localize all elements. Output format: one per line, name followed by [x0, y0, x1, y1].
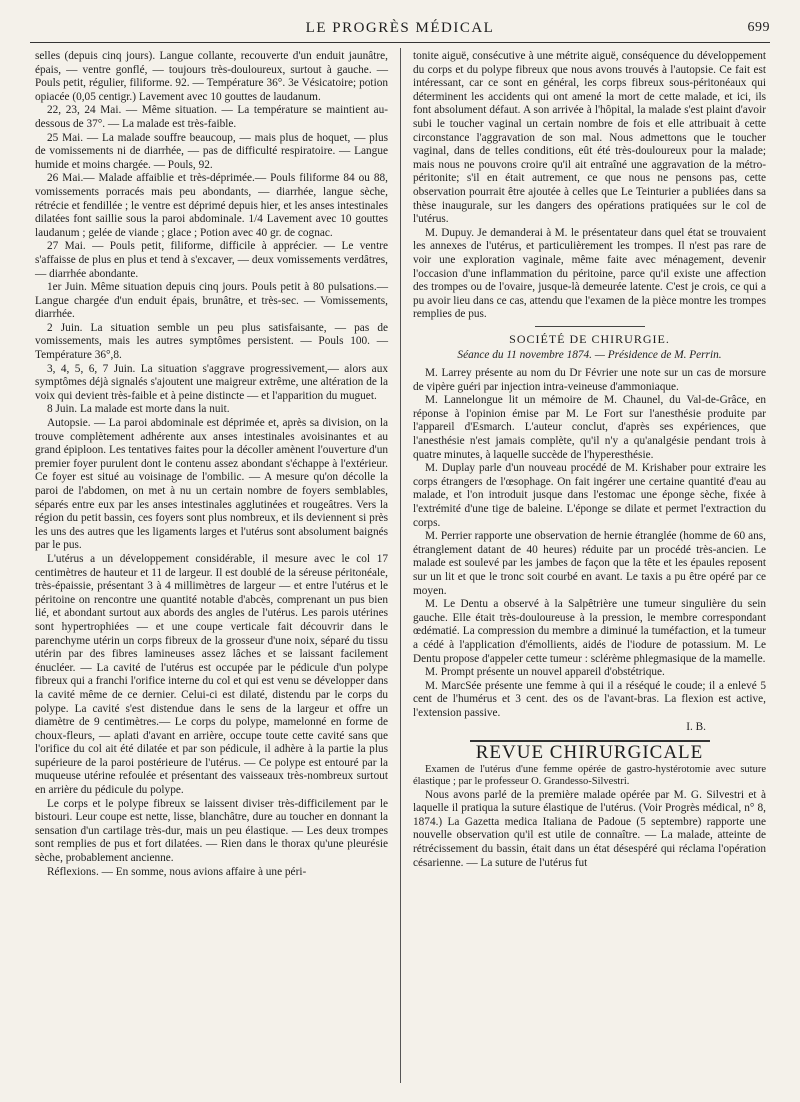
paragraph: 2 Juin. La situation semble un peu plus satisfaisante, — pas de vomissements, mais les autres symptômes persistent. — Pouls 100. — Température 36°,8. — [35, 321, 388, 362]
column-divider — [400, 48, 401, 1083]
session-line: Séance du 11 novembre 1874. — Présidence de M. Perrin. — [457, 349, 722, 362]
paragraph: M. MarcSée présente une femme à qui il a réséqué le coude; il a enlevé 5 cent de l'humérus et 3 cent. des os de l'avant-bras. La flexion est active, l'extension passive. — [413, 679, 766, 719]
paragraph: Nous avons parlé de la première malade opérée par M. G. Silvestri et à laquelle il pratiqua la suture élastique de l'utérus. (Voir Progrès médical, n° 8, 1874.) La Gazetta medica Italiana de Padoue (5 septembre) rapporte une nouvelle observation qu'il est utile de connaître. — La malade, atteinte de rétrécissement du bassin, était dans un état désespéré qui réclama l'opération césarienne. — La suture de l'utérus fut — [413, 788, 766, 869]
paragraph: 25 Mai. — La malade souffre beaucoup, — mais plus de hoquet, — plus de vomissements ni de diarrhée, — pas de difficulté respiratoire. — Langue humide et moins chargée. — Pouls, 92. — [35, 131, 388, 171]
paragraph: M. Le Dentu a observé à la Salpêtrière une tumeur singulière du sein gauche. Elle était très-douloureuse à la pression, le membre correspondant œdématié. La compression du membre a diminué la tuméfaction, et la tumeur a cédé à l'application d'émollients, aidés de l'iodure de potassium. M. Le Dentu propose d'appeler cette tumeur : sclérème phlegmasique de la mamelle. — [413, 598, 766, 665]
journal-title: LE PROGRÈS MÉDICAL — [305, 20, 495, 36]
paragraph: Réflexions. — En somme, nous avions affaire à une péri- — [47, 865, 307, 878]
paragraph: M. Prompt présente un nouvel appareil d'obstétrique. — [425, 666, 665, 679]
paragraph: selles (depuis cinq jours). Langue collante, recouverte d'un enduit jaunâtre, épais, — ventre gonflé, — toujours très-douloureux, surtout à gauche. — Pouls petit, régulier, filiforme. 92. — Température 36°. 3e Vésicatoire; potion opiacée (0,05 centigr.) Lavement avec 10 gouttes de laudanum. — [35, 50, 388, 103]
paragraph: 1er Juin. Même situation depuis cinq jours. Pouls petit à 80 pulsations.— Langue chargée d'un enduit épais, brunâtre, et très-sec. — Vomissements, diarrhée. — [35, 281, 388, 321]
paragraph: 22, 23, 24 Mai. — Même situation. — La température se maintient au-dessous de 37°. — La malade est très-faible. — [35, 104, 388, 130]
page-header — [30, 18, 770, 43]
paragraph: M. Perrier rapporte une observation de hernie étranglée (homme de 60 ans, étranglement datant de 40 heures) réduite par un procédé très-ancien. Le malade est soulevé par les jambes de façon que la tête et les épaules reposent sur un lit et que le tronc soit courbé en avant. Le taxis a pu être opéré par ce moyen. — [413, 530, 766, 597]
page-number: 699 — [747, 20, 770, 35]
section-title-societe: SOCIÉTÉ DE CHIRURGIE. — [509, 331, 670, 346]
paragraph: tonite aiguë, consécutive à une métrite aiguë, conséquence du développement du corps et du polype fibreux que nous avons trouvés à l'autopsie. Ce fait est intéressant, car ce sont en général, les corps fibreux sous-péritonéaux qui déterminent les accidents qui ont amené la mort de cette malade, et ici, ils font absolument défaut. A son arrivée à l'hôpital, la malade s'est plaint d'avoir subi le toucher vaginal un certain nombre de fois et elle attribuait à cette circonstance l'aggravation de son mal. Nous admettons que le toucher vaginal, dans de telles conditions, eût été très-douloureux pour la malade; mais nous ne pouvons croire qu'il ait entraîné une aggravation de la métro-péritonite; s'il en était autrement, ce que nous ne pensons pas, cette observation pourrait être ajoutée à celles que Le Teinturier a publiées dans sa thèse inaugurale, sur les dangers des opérations pratiquées sur le col de l'utérus. — [413, 50, 766, 226]
separator-rule — [535, 326, 645, 327]
left-column — [35, 50, 388, 879]
article-heading: Examen de l'utérus d'une femme opérée de gastro-hystérotomie avec suture élastique ; par le professeur O. Grandesso-Silvestri. — [413, 763, 766, 788]
paragraph: M. Duplay parle d'un nouveau procédé de M. Krishaber pour extraire les corps étrangers de l'œsophage. On fait ingérer une certaine quantité d'eau au malade, et l'on introduit jusque dans l'estomac une éponge sèche, fixée à l'extrémité d'une tige de baleine. L'éponge se dilate et permet l'extraction du corps. — [413, 462, 766, 529]
paragraph: 26 Mai.— Malade affaiblie et très-déprimée.— Pouls filiforme 84 ou 88, vomissements porracés mais peu abondants, — diarrhée, langue sèche, rétrécie et fendillée ; le ventre est déprimé depuis hier, et les anses intestinales dilatées font saillie sous la paroi abdominale. 1/4 Lavement avec 10 gouttes laudanum ; gelée de viande ; glace ; Potion avec 40 gr. de cognac. — [35, 172, 388, 239]
paragraph: 3, 4, 5, 6, 7 Juin. La situation s'aggrave progressivement,— alors aux symptômes déjà signalés s'ajoutent une maigreur extrême, une altération de la voix qui devient très-faible et à peine distincte — et l'apparition du muguet. — [35, 362, 388, 402]
paragraph: L'utérus a un développement considérable, il mesure avec le col 17 centimètres de hauteur et 11 de largeur. Il est doublé de la séreuse péritonéale, très-épaissie, présentant 3 à 4 millimètres de largeur — et entre l'utérus et le péritoine on rencontre une quantité notable d'abcès, comprenant un pus bien lié, et abondant surtout aux abords des angles de l'utérus. Les parois utérines sont hypertrophiées — et une coupe verticale fait découvrir dans le parenchyme utérin un corps fibreux de la grosseur d'une noix, séparé du tissu utérin par des fibres lamineuses assez lâches et se laissant facilement énucléer. — La cavité de l'utérus est occupée par le pédicule d'un polype fibreux qui a franchi l'orifice interne du col et qui est venu se développer dans la cavité même de ce dernier. Celui-ci est dilaté, distendu par le corps du polype. La cavité s'est distendue dans le sens de la largeur et offre un diamètre de 9 centimètres.— Le corps du polype, mamelonné en forme de choux-fleurs, — aplati d'avant en arrière, occupe toute cette cavité sans que l'orifice du col ait été dilatée et par son pédicule, il adhère à la partie la plus supérieure de la paroi postérieure de l'utérus. — Ce polype est entouré par la muqueuse utérine refoulée et présentant des vaisseaux très-nombreux surtout en arrière du pédicule du polype. — [35, 552, 388, 797]
right-column — [413, 50, 766, 870]
signature: I. B. — [686, 720, 706, 733]
paragraph: Autopsie. — La paroi abdominale est déprimée et, après sa division, on la trouve complètement adhérente aux anses intestinales avoisinantes et au grand épiploon. Les tentatives faites pour la décoller amènent l'ouverture d'un premier foyer purulent dont le contenu assez abondant s'échappe à l'extérieur. Ce foyer est situé au voisinage de l'ombilic. — A mesure qu'on décolle la paroi de l'abdomen, on met à nu un certain nombre de foyers semblables, séparés entre eux par les anses intestinales agglutinées et rougeâtres. Vers la région du petit bassin, ces foyers sont plus nombreux, et ils deviennent si près les uns des autres que les ligaments larges et l'utérus sont absolument baignés par le pus. — [35, 417, 388, 552]
paragraph: 27 Mai. — Pouls petit, filiforme, difficile à apprécier. — Le ventre s'affaisse de plus en plus et tend à s'excaver, — deux vomissements verdâtres, — diarrhée abondante. — [35, 240, 388, 280]
paragraph: M. Dupuy. Je demanderai à M. le présentateur dans quel état se trouvaient les annexes de l'utérus, et particulièrement les trompes. Il n'est pas rare de voir une exploration vaginale, même faite avec ménagement, devenir l'occasion d'une inflammation du péritoine, parce qu'il existe une affection des trompes ou de l'ovaire, jusque-là demeurée latente. C'est je crois, ce qui a pu avoir lieu dans ce cas, attendu que l'examen de la pièce montre les trompes remplies de pus. — [413, 226, 766, 321]
paragraph: 8 Juin. La malade est morte dans la nuit. — [47, 403, 230, 416]
paragraph: Le corps et le polype fibreux se laissent diviser très-difficilement par le bistouri. Leur coupe est nette, lisse, blanchâtre, dure au toucher en donnant la sensation d'un cartilage très-dur, mais un peu élastique. — Les deux trompes sont remplies de pus et fort dilatées. — Rien dans le thorax qu'une pleurésie sèche, probablement ancienne. — [35, 797, 388, 865]
paragraph: M. Lannelongue lit un mémoire de M. Chaunel, du Val-de-Grâce, en réponse à l'opinion émise par M. Le Fort sur l'anesthésie produite par l'appareil d'Esmarch. L'auteur conclut, d'après ses expériences, que l'anesthésie n'est jamais complète, qu'il n'y a qu'analgésie pendant trois à quatre minutes, à laquelle succède de l'hyperesthésie. — [413, 394, 766, 461]
paragraph: M. Larrey présente au nom du Dr Février une note sur un cas de morsure de vipère guéri par injection intra-veineuse d'ammoniaque. — [413, 367, 766, 393]
section-title-revue: REVUE CHIRURGICALE — [475, 742, 704, 764]
